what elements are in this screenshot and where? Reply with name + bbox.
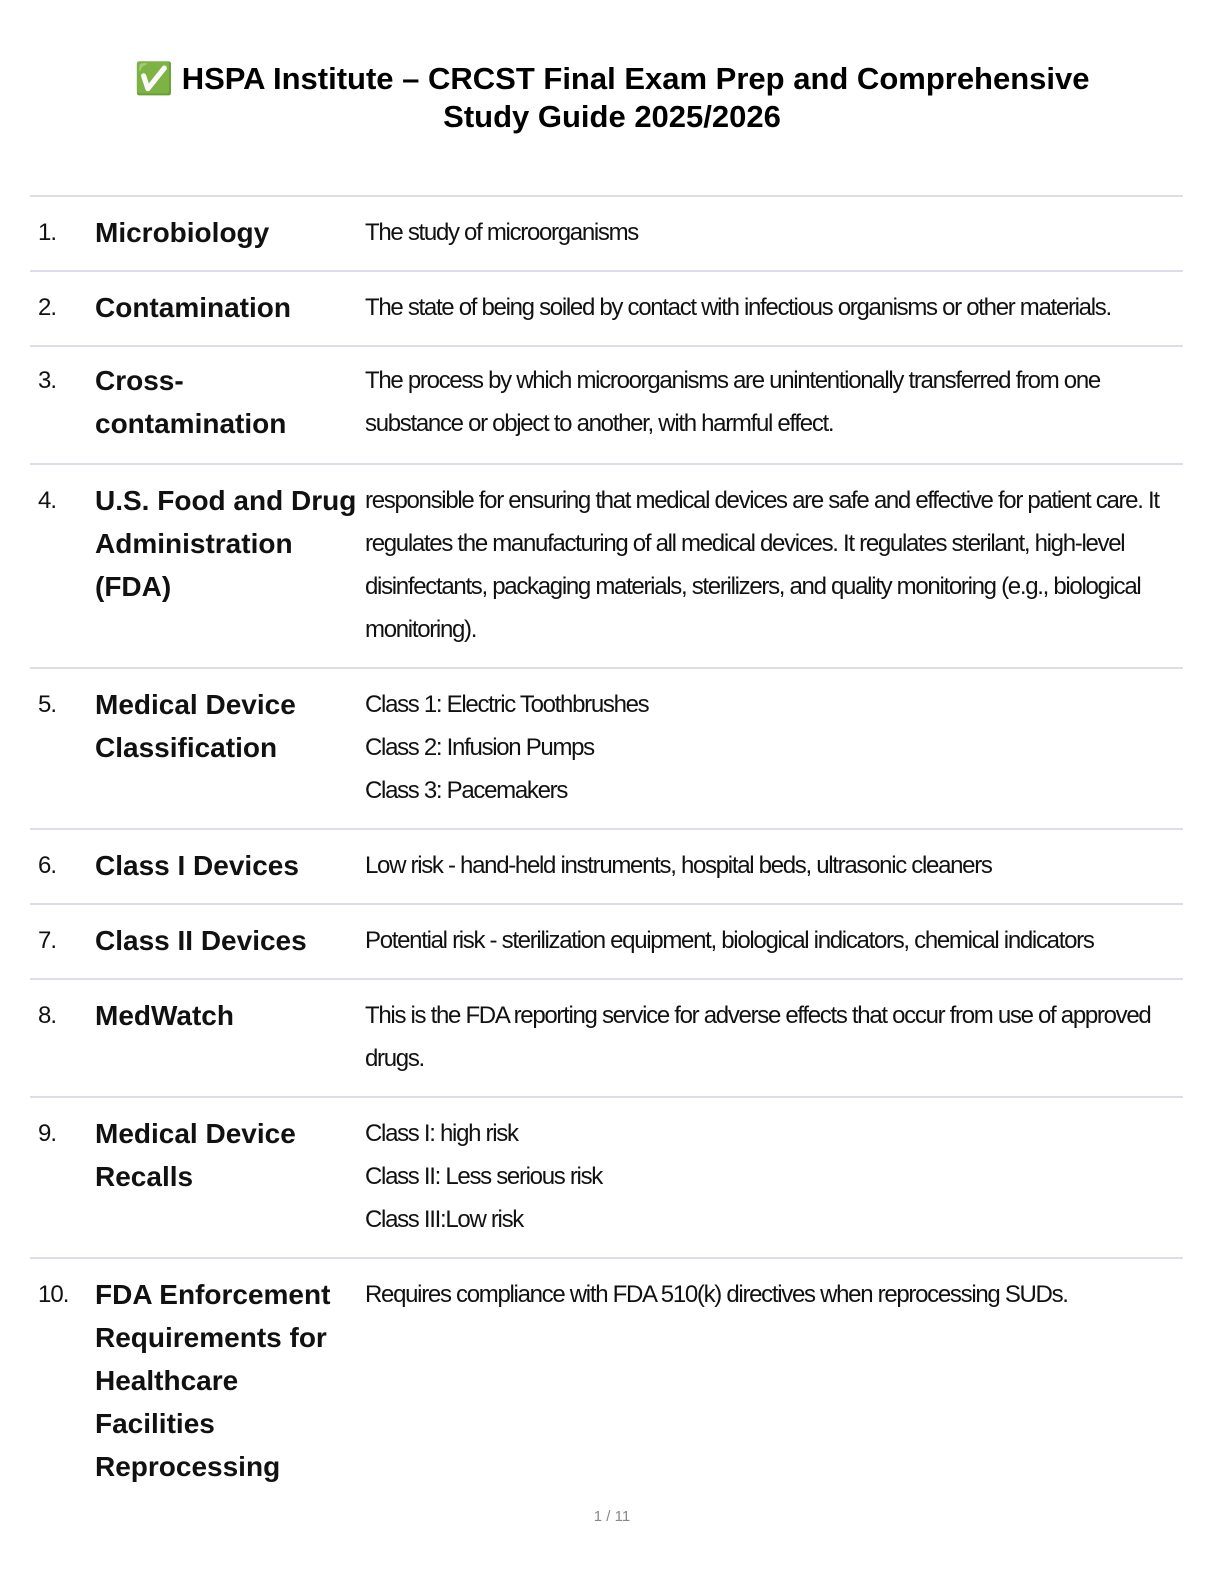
item-term: Contamination [95,292,291,323]
item-number: 6. [38,852,57,879]
item-term: Microbiology [95,217,270,248]
item-term: Class II Devices [95,925,307,956]
item-number: 2. [38,294,57,321]
list-item [30,465,1183,669]
item-number: 8. [38,1002,57,1029]
definition-line: This is the FDA reporting service for adverse effects that occur from use of approved drugs. [365,1002,1151,1072]
title-line-2: Study Guide 2025/2026 [443,99,781,134]
list-item [30,1098,1183,1259]
definition-line: Low risk - hand-held instruments, hospital beds, ultrasonic cleaners [365,852,992,879]
title-line-1: ✅ HSPA Institute – CRCST Final Exam Prep and Comprehensive [134,61,1090,96]
definition-line: responsible for ensuring that medical devices are safe and effective for patient care. It regulates the manufacturing of all medical devices. It regulates sterilant, high-level disinfectants, packaging materials, sterilizers, and quality monitoring (e.g., biological monitoring). [365,487,1159,643]
page-number: 1 / 11 [593,1508,631,1525]
definition-line: The state of being soiled by contact with infectious organisms or other materials. [365,294,1111,321]
item-term: FDA Enforcement Requirements for Healthcare Facilities Reprocessing [95,1279,331,1482]
item-term: U.S. Food and Drug Administration (FDA) [95,485,357,602]
item-term: Medical Device Recalls [95,1118,296,1192]
definition-line: The process by which microorganisms are unintentionally transferred from one substance or object to another, with harmful effect. [365,367,1100,437]
item-definition [365,479,1183,667]
definition-line: Class I: high risk [365,1120,518,1147]
item-number: 9. [38,1120,57,1147]
list-item [30,272,1183,347]
item-term: MedWatch [95,1000,234,1031]
list-item [30,980,1183,1098]
list-item [30,905,1183,980]
definition-line: Class 2: Infusion Pumps [365,734,594,761]
item-definition [365,994,1183,1096]
definition-line: Class 3: Pacemakers [365,777,568,804]
item-definition [365,1112,1183,1257]
item-number: 1. [38,219,57,246]
item-number: 3. [38,367,57,394]
flashcard-list [30,195,1183,1488]
list-item [30,1259,1183,1488]
item-definition [365,683,1183,828]
item-definition [365,919,1183,978]
definition-line: The study of microorganisms [365,219,639,246]
item-term: Class I Devices [95,850,299,881]
item-term: Medical Device Classification [95,689,296,763]
definition-line: Class II: Less serious risk [365,1163,602,1190]
list-item [30,347,1183,465]
definition-line: Class 1: Electric Toothbrushes [365,691,649,718]
item-number: 4. [38,487,57,514]
item-term: Cross-contamination [95,365,287,439]
definition-line: Requires compliance with FDA 510(k) directives when reprocessing SUDs. [365,1281,1068,1308]
definition-line: Class III:Low risk [365,1206,523,1233]
item-number: 5. [38,691,57,718]
item-definition [365,1273,1183,1488]
list-item [30,830,1183,905]
list-item [30,669,1183,830]
item-definition [365,211,1183,270]
item-number: 7. [38,927,57,954]
item-definition [365,286,1183,345]
item-definition [365,844,1183,903]
definition-line: Potential risk - sterilization equipment, biological indicators, chemical indicators [365,927,1094,954]
list-item [30,197,1183,272]
item-number: 10. [38,1281,69,1308]
page-title [60,60,1164,136]
item-definition [365,359,1183,463]
